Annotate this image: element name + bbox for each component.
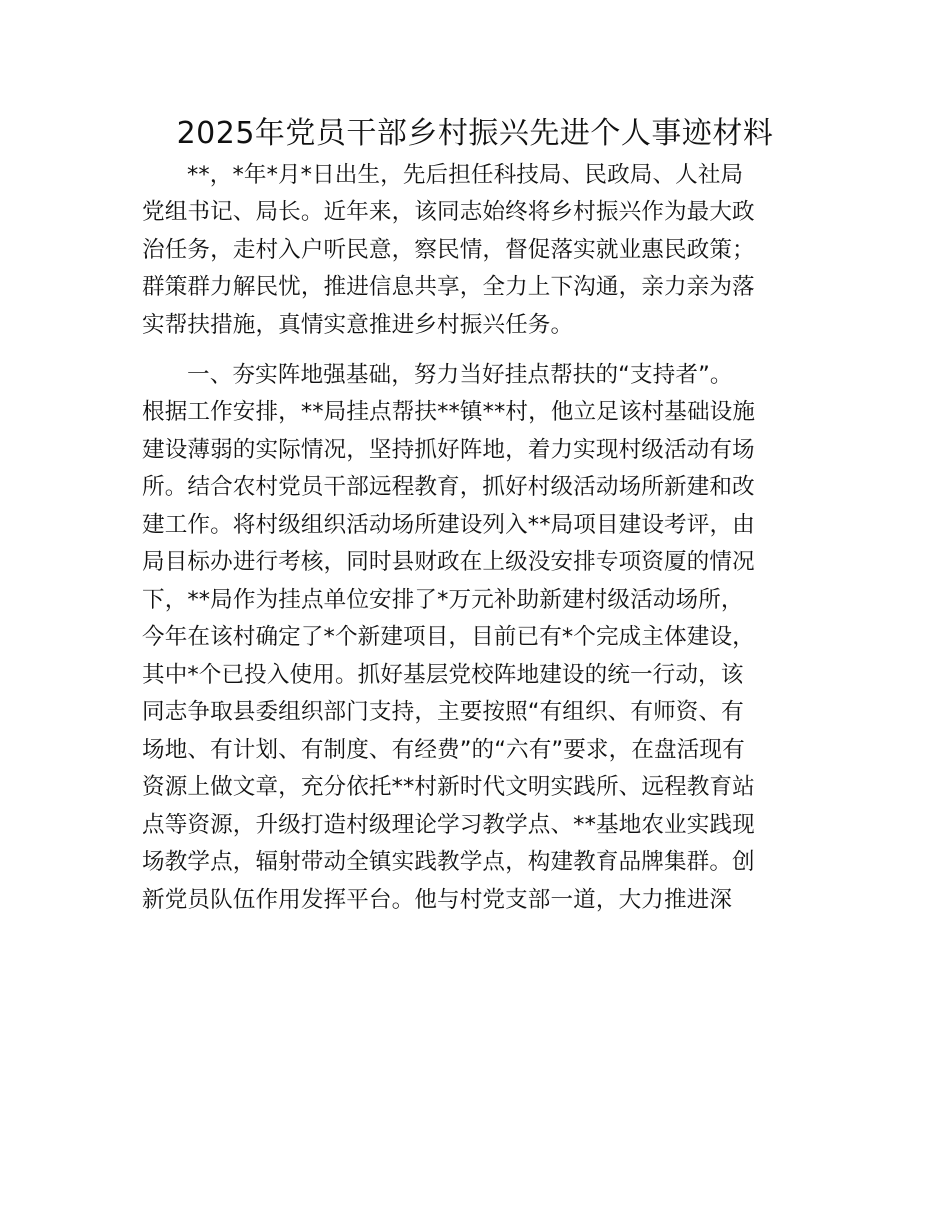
paragraph-1-line-4: 群策群力解民忧，推进信息共享，全力上下沟通，亲力亲为落 xyxy=(142,274,755,300)
paragraph-2-line-15: 新党员队伍作用发挥平台。他与村党支部一道，大力推进深 xyxy=(142,887,733,913)
paragraph-2-line-7: 下，**局作为挂点单位安排了*万元补助新建村级活动场所， xyxy=(142,587,744,613)
paragraph-1-line-2: 党组书记、局长。近年来，该同志始终将乡村振兴作为最大政 xyxy=(142,199,755,225)
paragraph-2-line-12: 资源上做文章，充分依托**村新时代文明实践所、远程教育站 xyxy=(142,774,755,800)
paragraph-1-line-3: 治任务，走村入户听民意，察民情，督促落实就业惠民政策； xyxy=(142,237,755,263)
paragraph-2-line-8: 今年在该村确定了*个新建项目，目前已有*个完成主体建设， xyxy=(142,624,755,650)
paragraph-2-line-9: 其中*个已投入使用。抓好基层党校阵地建设的统一行动，该 xyxy=(142,662,744,688)
paragraph-1-line-1: **，*年*月*日出生，先后担任科技局、民政局、人社局 xyxy=(187,162,744,188)
paragraph-2-line-6: 局目标办进行考核，同时县财政在上级没安排专项资厦的情况 xyxy=(142,549,755,575)
paragraph-2-line-2: 根据工作安排，**局挂点帮扶**镇**村，他立足该村基础设施 xyxy=(142,399,756,425)
document-title: 2025年党员干部乡村振兴先进个人事迹材料 xyxy=(176,116,774,151)
paragraph-2-line-4: 所。结合农村党员干部远程教育，抓好村级活动场所新建和改 xyxy=(142,474,755,500)
paragraph-2-line-14: 场教学点，辐射带动全镇实践教学点，构建教育品牌集群。创 xyxy=(142,849,755,875)
paragraph-2-line-10: 同志争取县委组织部门支持，主要按照“有组织、有师资、有 xyxy=(142,699,744,725)
paragraph-2-line-1: 一、夯实阵地强基础，努力当好挂点帮扶的“支持者”。 xyxy=(187,362,733,388)
paragraph-2-line-11: 场地、有计划、有制度、有经费”的“六有”要求，在盘活现有 xyxy=(142,737,745,763)
paragraph-2-line-5: 建工作。将村级组织活动场所建设列入**局项目建设考评，由 xyxy=(142,512,755,538)
paragraph-2-line-3: 建设薄弱的实际情况，坚持抓好阵地，着力实现村级活动有场 xyxy=(142,437,755,463)
paragraph-2-line-13: 点等资源，升级打造村级理论学习教学点、**基地农业实践现 xyxy=(142,812,755,838)
paragraph-1-line-5: 实帮扶措施，真情实意推进乡村振兴任务。 xyxy=(142,312,574,338)
